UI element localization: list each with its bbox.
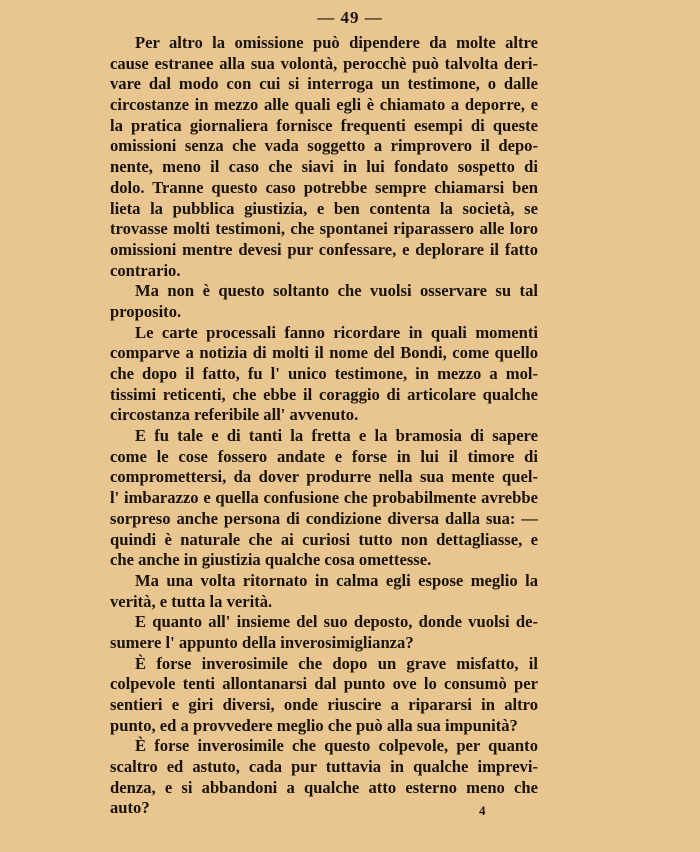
text-line: scaltro ed astuto, cada pur tuttavia in qualche imprevi- <box>110 757 538 777</box>
text-line: vare dal modo con cui si interroga un testimone, o dalle <box>110 74 538 94</box>
text-line: che dopo il fatto, fu l' unico testimone, in mezzo a mol- <box>110 364 538 383</box>
text-line: circostanza referibile all' avvenuto. <box>110 405 359 425</box>
text-line: Ma non è questo soltanto che vuolsi osservare su tal <box>135 281 538 301</box>
text-line: proposito. <box>110 301 182 321</box>
text-line: quindi è naturale che ai curiosi tutto non dettagliasse, e <box>110 529 538 549</box>
text-line: È forse inverosimile che questo colpevole, per quanto <box>135 736 538 756</box>
text-line: sentieri e giri diversi, onde riuscire a ripararsi in altro <box>110 695 538 714</box>
text-line: È forse inverosimile che dopo un grave misfatto, il <box>135 653 538 673</box>
paragraph <box>110 612 538 653</box>
text-line: l' imbarazzo e quella confusione che probabilmente avrebbe <box>110 488 538 508</box>
text-line: tissimi reticenti, che ebbe il coraggio di articolare qualche <box>110 384 538 404</box>
text-line: compromettersi, da dover produrre nella sua mente quel- <box>110 467 538 487</box>
text-line: contrario. <box>110 260 181 280</box>
text-line: lieta la pubblica giustizia, e ben contenta la società, se <box>110 198 538 218</box>
text-line: omissioni mentre devesi pur confessare, e deplorare il fatto <box>110 239 538 259</box>
page-body <box>110 33 538 819</box>
text-line: E quanto all' insieme del suo deposto, donde vuolsi de- <box>135 612 538 632</box>
paragraph <box>110 426 538 571</box>
text-line: Per altro la omissione può dipendere da molte altre <box>135 33 538 52</box>
text-line: punto, ed a provvedere meglio che può alla sua impunità? <box>110 715 518 735</box>
paragraph <box>110 736 538 819</box>
text-line: che anche in giustizia qualche cosa omettesse. <box>110 550 432 570</box>
text-line: Le carte processali fanno ricordare in quali momenti <box>135 322 538 342</box>
paragraph <box>110 281 538 322</box>
text-line: trovasse molti testimoni, che spontanei riparassero alle loro <box>110 219 538 239</box>
text-line: nente, meno il caso che siavi in lui fondato sospetto di <box>110 157 538 177</box>
text-line: circostanze in mezzo alle quali egli è chiamato a deporre, e <box>110 95 538 115</box>
text-line: dolo. Tranne questo caso potrebbe sempre chiamarsi ben <box>110 177 538 197</box>
text-line: comparve a notizia di molti il nome del Bondi, come quello <box>110 343 538 363</box>
signature-mark: 4 <box>479 803 486 818</box>
paragraph <box>110 654 538 737</box>
text-line: come le cose fossero andate e forse in lui il timore di <box>110 446 538 466</box>
paragraph <box>110 33 538 281</box>
text-line: auto? <box>110 798 150 818</box>
text-line: colpevole tenti allontanarsi dal punto ove lo consumò per <box>110 674 538 694</box>
page-number: — 49 — <box>317 8 383 27</box>
paragraph <box>110 571 538 612</box>
text-line: cause estranee alla sua volontà, perocchè può talvolta deri- <box>110 53 538 73</box>
text-line: sorpreso anche persona di condizione diversa dalla sua: — <box>110 508 538 528</box>
paragraph <box>110 323 538 426</box>
text-line: Ma una volta ritornato in calma egli espose meglio la <box>135 570 538 590</box>
text-line: denza, e si abbandoni a qualche atto esterno meno che <box>110 777 538 797</box>
text-line: la pratica giornaliera fornisce frequenti esempi di queste <box>110 115 538 135</box>
text-line: omissioni senza che vada soggetto a rimprovero il depo- <box>110 136 538 156</box>
text-line: verità, e tutta la verità. <box>110 591 273 611</box>
text-line: sumere l' appunto della inverosimiglianza? <box>110 632 414 652</box>
text-line: E fu tale e di tanti la fretta e la bramosia di sapere <box>135 426 538 446</box>
